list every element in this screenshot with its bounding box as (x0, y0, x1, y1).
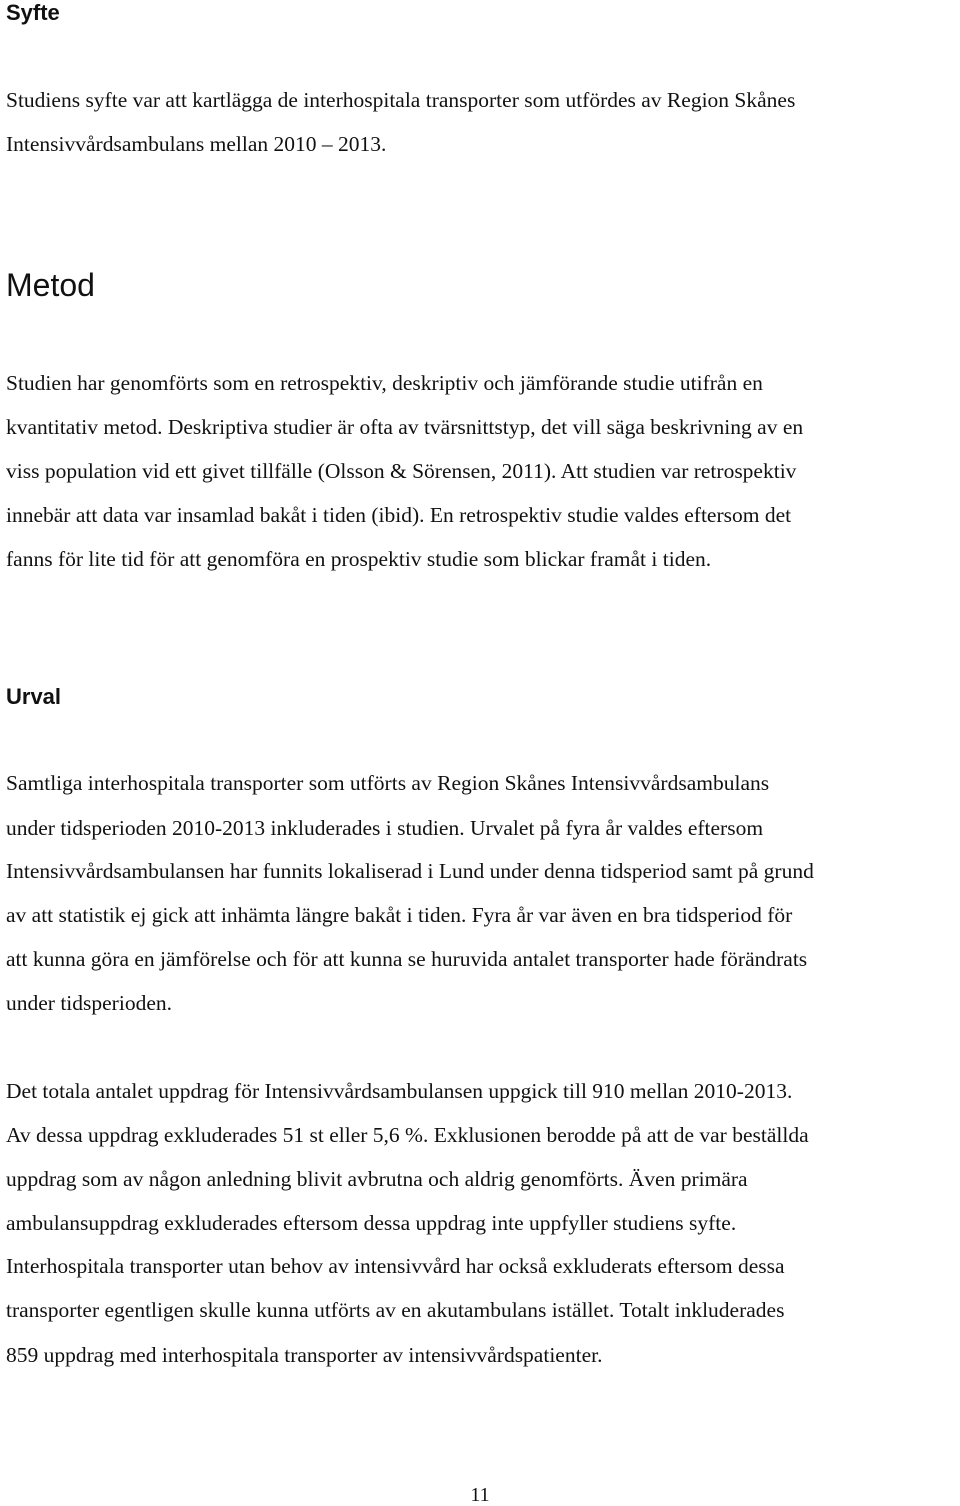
heading-metod: Metod (6, 267, 95, 303)
text-line: Studien har genomförts som en retrospektiv, deskriptiv och jämförande studie utifrån en (6, 371, 763, 395)
text-line: viss population vid ett givet tillfälle (Olsson & Sörensen, 2011). Att studien var retrospektiv (6, 459, 797, 483)
text-line: Det totala antalet uppdrag för Intensivvårdsambulansen uppgick till 910 mellan 2010-2013. (6, 1079, 793, 1103)
page-number: 11 (470, 1484, 490, 1506)
text-line: Studiens syfte var att kartlägga de interhospitala transporter som utfördes av Region Skånes (6, 88, 796, 112)
text-line: Interhospitala transporter utan behov av intensivvård har också exkluderats eftersom dessa (6, 1254, 785, 1278)
text-line: 859 uppdrag med interhospitala transporter av intensivvårdspatienter. (6, 1343, 603, 1367)
heading-urval: Urval (6, 684, 62, 709)
text-line: kvantitativ metod. Deskriptiva studier är ofta av tvärsnittstyp, det vill säga beskrivning av en (6, 415, 804, 439)
text-line: att kunna göra en jämförelse och för att kunna se huruvida antalet transporter hade förändrats (6, 947, 808, 971)
text-line: under tidsperioden 2010-2013 inkluderades i studien. Urvalet på fyra år valdes eftersom (6, 816, 764, 840)
text-line: Samtliga interhospitala transporter som utförts av Region Skånes Intensivvårdsambulans (6, 771, 770, 795)
text-line: under tidsperioden. (6, 991, 172, 1015)
text-line: innebär att data var insamlad bakåt i tiden (ibid). En retrospektiv studie valdes eftersom det (6, 503, 792, 527)
text-line: Intensivvårdsambulans mellan 2010 – 2013. (6, 132, 387, 156)
text-line: ambulansuppdrag exkluderades eftersom dessa uppdrag inte uppfyller studiens syfte. (6, 1211, 737, 1235)
text-line: Intensivvårdsambulansen har funnits lokaliserad i Lund under denna tidsperiod samt på grund (6, 859, 814, 883)
text-line: Av dessa uppdrag exkluderades 51 st eller 5,6 %. Exklusionen berodde på att de var beställda (6, 1123, 809, 1147)
text-line: transporter egentligen skulle kunna utförts av en akutambulans istället. Totalt inkluderades (6, 1298, 785, 1322)
text-line: fanns för lite tid för att genomföra en prospektiv studie som blickar framåt i tiden. (6, 547, 712, 571)
text-line: uppdrag som av någon anledning blivit avbrutna och aldrig genomförts. Även primära (6, 1167, 748, 1191)
heading-syfte: Syfte (6, 0, 60, 25)
text-line: av att statistik ej gick att inhämta längre bakåt i tiden. Fyra år var även en bra tidsperiod för (6, 903, 793, 927)
